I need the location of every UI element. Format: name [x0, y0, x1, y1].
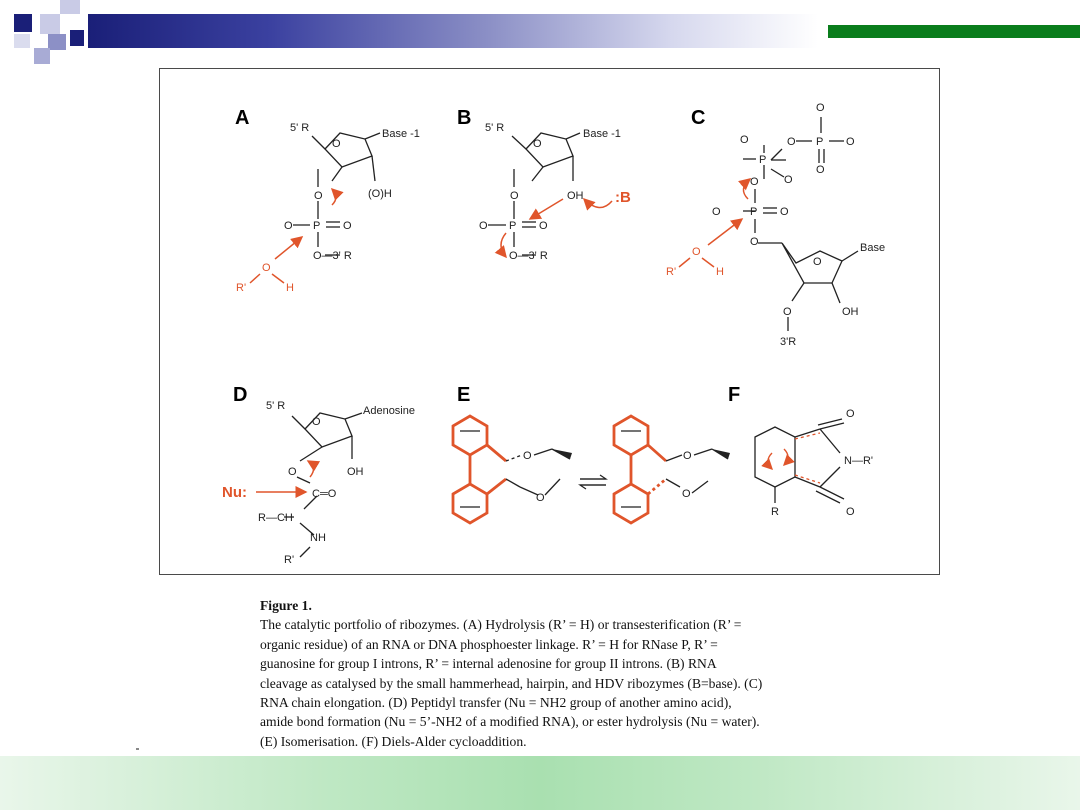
panel-label-d: D: [233, 384, 248, 406]
b-o-eq: O: [539, 220, 548, 232]
header-square: [14, 14, 32, 32]
header-accent-bar: [828, 25, 1080, 38]
c-3prime: 3'R: [780, 336, 797, 348]
footer-band: [0, 756, 1080, 810]
panel-a-structure: [293, 133, 380, 255]
header-bar: [88, 14, 818, 48]
caption-line: The catalytic portfolio of ribozymes. (A) Hydrolysis (R’ = H) or transesterification (R’ =: [260, 617, 742, 633]
a-ring-o: O: [332, 138, 341, 150]
a-o-eq: O: [343, 220, 352, 232]
header-square: [14, 34, 30, 48]
panel-label-c: C: [691, 107, 706, 129]
header-square: [60, 0, 80, 14]
a-base: Base -1: [382, 128, 420, 140]
a-h: H: [286, 282, 294, 294]
header-square: [48, 34, 66, 50]
c-base: Base: [860, 242, 886, 254]
a-o-minus: O: [284, 220, 293, 232]
a-o3: O—3' R: [313, 250, 352, 262]
b-5prime: 5' R: [485, 122, 505, 134]
f-n-rprime: N—R': [844, 455, 873, 467]
c-p3: P: [750, 206, 758, 218]
d-nucleophile: Nu:: [222, 484, 247, 501]
c-o-top: O: [816, 102, 825, 114]
c-o-nucleophile: O: [692, 246, 701, 258]
a-o1: O: [314, 190, 323, 202]
a-oh: (O)H: [368, 188, 392, 200]
panel-c-structure: [743, 117, 858, 331]
figure-panel: [159, 68, 940, 575]
c-o-m1: O: [712, 206, 721, 218]
c-o-m2: O: [780, 206, 789, 218]
d-r-prime: R': [284, 554, 295, 566]
d-o1: O: [288, 466, 297, 478]
figure-diagram: [160, 69, 939, 574]
d-ring-o: O: [312, 416, 321, 428]
b-base: Base -1: [583, 128, 621, 140]
header-square: [34, 48, 50, 64]
b-ring-o: O: [533, 138, 542, 150]
b-o-minus: O: [479, 220, 488, 232]
caption-line: guanosine for group I introns, R’ = internal adenosine for group II introns. (B) RNA: [260, 656, 717, 672]
footer-mark: [136, 748, 139, 750]
caption-title: Figure 1.: [260, 598, 312, 613]
a-o-nucleophile: O: [262, 262, 271, 274]
b-oh: OH: [567, 190, 584, 202]
a-r-prime: R': [236, 282, 247, 294]
panel-label-b: B: [457, 107, 472, 129]
f-o-top: O: [846, 408, 855, 420]
c-o-t1: O: [787, 136, 796, 148]
d-nh: NH: [310, 532, 326, 544]
c-r-prime: R': [666, 266, 677, 278]
caption-line: amide bond formation (Nu = 5’-NH2 of a modified RNA), or ester hydrolysis (Nu = water).: [260, 714, 760, 730]
header-square: [40, 14, 60, 34]
b-p: P: [509, 220, 517, 232]
e-o4: O: [682, 488, 691, 500]
panel-e-wedge-2: [712, 449, 730, 459]
e-o2: O: [536, 492, 545, 504]
a-5prime: 5' R: [290, 122, 310, 134]
c-h: H: [716, 266, 724, 278]
e-o1: O: [523, 450, 532, 462]
c-o-l1: O: [740, 134, 749, 146]
panel-e-wedge-1: [552, 449, 572, 459]
c-o-t3: O: [816, 164, 825, 176]
c-ring-o: O: [813, 256, 822, 268]
d-adenosine: Adenosine: [363, 405, 415, 417]
figure-caption: [260, 596, 900, 751]
c-p1: P: [816, 136, 824, 148]
panel-label-f: F: [728, 384, 741, 406]
d-5prime: 5' R: [266, 400, 286, 412]
caption-line: (E) Isomerisation. (F) Diels-Alder cycloaddition.: [260, 733, 527, 749]
caption-line: organic residue) of an RNA or DNA phosphoester linkage. R’ = H for RNase P, R’ =: [260, 636, 718, 652]
b-base-label: :B: [615, 189, 631, 206]
e-o3: O: [683, 450, 692, 462]
header-square: [70, 30, 84, 46]
c-o-r1: O: [784, 174, 793, 186]
c-o-m3: O: [750, 236, 759, 248]
d-oh: OH: [347, 466, 364, 478]
c-p2: P: [759, 154, 767, 166]
c-o-l2: O: [750, 176, 759, 188]
d-rch: R—CH: [258, 512, 293, 524]
f-r: R: [771, 506, 779, 518]
c-o-t2: O: [846, 136, 855, 148]
caption-line: cleavage as catalysed by the small hammerhead, hairpin, and HDV ribozymes (B=base). (C): [260, 675, 763, 691]
caption-line: RNA chain elongation. (D) Peptidyl transfer (Nu = NH2 group of another amino acid),: [260, 695, 732, 711]
a-p: P: [313, 220, 321, 232]
d-c-o: C═O: [312, 488, 337, 500]
c-oh: OH: [842, 306, 859, 318]
panel-label-a: A: [235, 107, 250, 129]
f-o-bottom: O: [846, 506, 855, 518]
b-o3: O—3' R: [509, 250, 548, 262]
b-o1: O: [510, 190, 519, 202]
panel-e-equilibrium: [580, 475, 606, 489]
panel-label-e: E: [457, 384, 471, 406]
c-o-bottom: O: [783, 306, 792, 318]
